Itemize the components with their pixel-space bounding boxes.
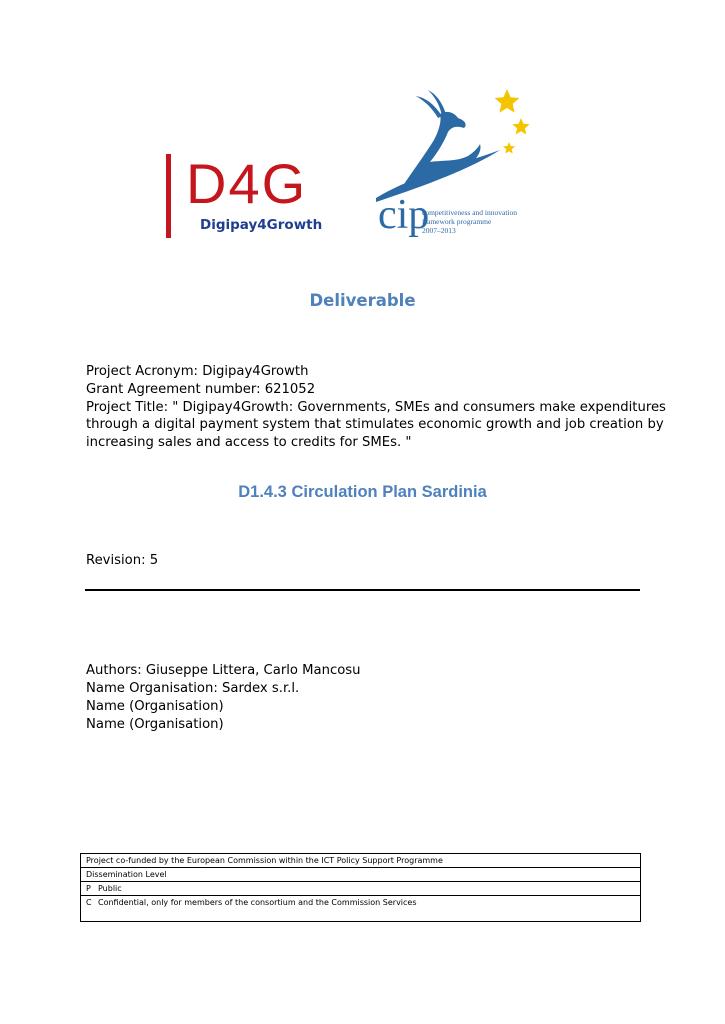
level-code: P (86, 884, 91, 893)
cip-tagline-line: competitiveness and innovation (422, 208, 517, 217)
organisation-line: Name Organisation: Sardex s.r.l. (86, 681, 300, 696)
organisation-placeholder-line: Name (Organisation) (86, 699, 224, 714)
level-label: Confidential, only for members of the consortium and the Commission Services (98, 898, 417, 907)
grant-agreement-number: Grant Agreement number: 621052 (86, 381, 316, 397)
document-title: D1.4.3 Circulation Plan Sardinia (238, 483, 487, 501)
d4g-logo-bar (166, 154, 171, 238)
dissemination-level-header: Dissemination Level (81, 868, 641, 882)
table-row (81, 896, 641, 922)
authors-line: Authors: Giuseppe Littera, Carlo Mancosu (86, 663, 361, 678)
project-acronym: Project Acronym: Digipay4Growth (86, 364, 309, 379)
table-row (81, 854, 641, 868)
d4g-logo (166, 150, 346, 242)
cip-gazelle-stars-graphic (372, 86, 542, 206)
project-title-line: increasing sales and access to credits for SMEs. " (86, 435, 412, 451)
d4g-logo-letters: D4G (186, 152, 308, 215)
dissemination-level-confidential (81, 896, 641, 922)
organisation-placeholder-line: Name (Organisation) (86, 717, 224, 732)
d4g-logo-subtitle: Digipay4Growth (200, 217, 323, 233)
funding-cell: Project co-funded by the European Commission within the ICT Policy Support Programme (81, 854, 641, 868)
project-title-line: through a digital payment system that stimulates economic growth and job creation by (86, 417, 664, 433)
cip-logo-word: cip (378, 192, 430, 238)
level-code: C (86, 898, 92, 907)
cip-logo (372, 86, 542, 246)
revision: Revision: 5 (86, 553, 159, 568)
cip-logo-tagline (422, 208, 517, 235)
cip-tagline-line: 2007–2013 (422, 226, 456, 235)
horizontal-rule (85, 589, 640, 591)
project-info (86, 363, 666, 452)
project-title-line: Project Title: " Digipay4Growth: Governments, SMEs and consumers make expenditures (86, 399, 666, 415)
cip-tagline-line: framework programme (422, 217, 492, 226)
level-label: Public (98, 884, 122, 893)
dissemination-table (80, 853, 641, 922)
table-row (81, 868, 641, 882)
authors-block (86, 662, 646, 734)
table-row (81, 882, 641, 896)
dissemination-level-public (81, 882, 641, 896)
deliverable-heading: Deliverable (309, 291, 416, 310)
